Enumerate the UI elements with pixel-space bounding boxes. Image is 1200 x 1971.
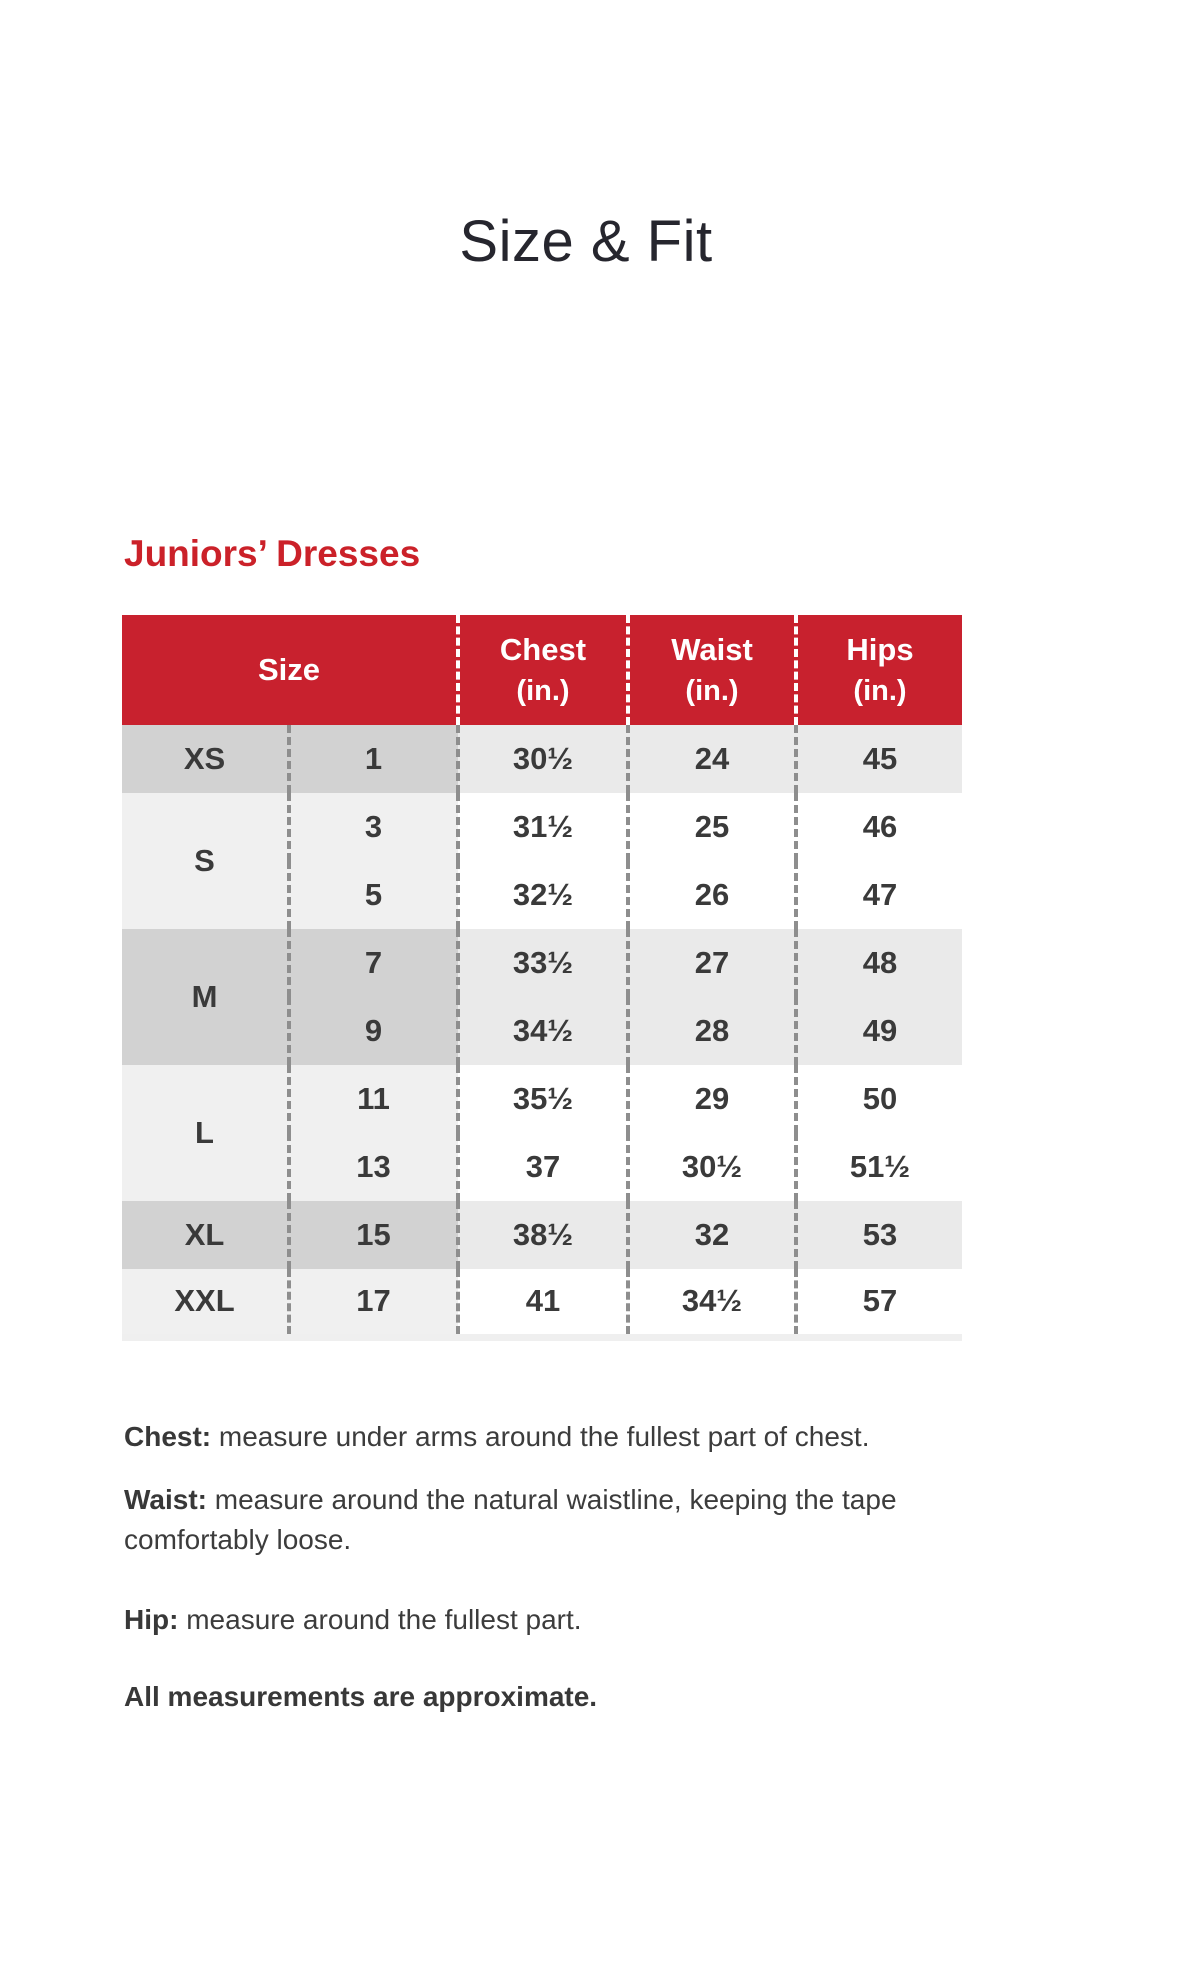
chest-cell: 35½ bbox=[458, 1065, 628, 1133]
size-number-cell: 11 bbox=[289, 1065, 458, 1133]
note-hip-label: Hip: bbox=[124, 1604, 179, 1636]
column-header-hips-unit: (in.) bbox=[853, 674, 907, 707]
hips-cell: 53 bbox=[796, 1201, 962, 1269]
waist-cell: 28 bbox=[628, 997, 796, 1065]
waist-cell: 30½ bbox=[628, 1133, 796, 1201]
size-number-cell: 17 bbox=[289, 1269, 458, 1337]
size-number-cell: 5 bbox=[289, 861, 458, 929]
waist-cell: 26 bbox=[628, 861, 796, 929]
size-number-cell: 3 bbox=[289, 793, 458, 861]
hips-cell: 57 bbox=[796, 1269, 962, 1337]
section-heading: Juniors’ Dresses bbox=[124, 533, 421, 574]
note-chest-label: Chest: bbox=[124, 1421, 212, 1452]
table-row-xl-15 bbox=[122, 1201, 962, 1269]
size-number-cell: 13 bbox=[289, 1133, 458, 1201]
note-hip bbox=[124, 1600, 1004, 1640]
chest-cell: 34½ bbox=[458, 997, 628, 1065]
chest-cell: 41 bbox=[458, 1269, 628, 1337]
note-chest bbox=[124, 1417, 1004, 1457]
hips-cell: 45 bbox=[796, 725, 962, 793]
size-number-cell: 9 bbox=[289, 997, 458, 1065]
chest-cell: 37 bbox=[458, 1133, 628, 1201]
column-header-chest-unit: (in.) bbox=[516, 674, 570, 707]
hips-cell: 51½ bbox=[796, 1133, 962, 1201]
page-title: Size & Fit bbox=[459, 209, 713, 274]
waist-cell: 34½ bbox=[628, 1269, 796, 1337]
table-row-m-7 bbox=[122, 929, 962, 997]
table-row-xs-1 bbox=[122, 725, 962, 793]
size-number-cell: 1 bbox=[289, 725, 458, 793]
size-letter-cell: XL bbox=[122, 1201, 289, 1269]
size-letter-cell: XS bbox=[122, 725, 289, 793]
column-header-hips bbox=[796, 615, 962, 725]
chest-cell: 30½ bbox=[458, 725, 628, 793]
hips-cell: 46 bbox=[796, 793, 962, 861]
column-header-waist bbox=[628, 615, 796, 725]
hips-cell: 47 bbox=[796, 861, 962, 929]
size-letter-cell: XXL bbox=[122, 1269, 289, 1337]
hips-cell: 49 bbox=[796, 997, 962, 1065]
note-waist-text: measure around the natural waistline, keeping the tape comfortably loose. bbox=[124, 1484, 897, 1556]
note-waist bbox=[124, 1480, 1004, 1560]
column-header-hips-label: Hips bbox=[846, 631, 914, 667]
column-header-size: Size bbox=[122, 615, 458, 725]
note-hip-text: measure around the fullest part. bbox=[186, 1604, 582, 1636]
table-row-l-11 bbox=[122, 1065, 962, 1133]
waist-cell: 29 bbox=[628, 1065, 796, 1133]
waist-cell: 25 bbox=[628, 793, 796, 861]
chest-cell: 33½ bbox=[458, 929, 628, 997]
hips-cell: 50 bbox=[796, 1065, 962, 1133]
size-number-cell: 15 bbox=[289, 1201, 458, 1269]
waist-cell: 24 bbox=[628, 725, 796, 793]
chest-cell: 31½ bbox=[458, 793, 628, 861]
note-chest-text: measure under arms around the fullest part of chest. bbox=[218, 1421, 870, 1452]
size-letter-cell: S bbox=[122, 793, 289, 929]
column-header-chest bbox=[458, 615, 628, 725]
waist-cell: 32 bbox=[628, 1201, 796, 1269]
size-chart-table bbox=[122, 615, 962, 1341]
chest-cell: 38½ bbox=[458, 1201, 628, 1269]
note-approximate: All measurements are approximate. bbox=[124, 1681, 598, 1713]
header-row bbox=[122, 615, 962, 725]
size-letter-cell: L bbox=[122, 1065, 289, 1201]
size-letter-cell: M bbox=[122, 929, 289, 1065]
column-header-chest-label: Chest bbox=[499, 631, 587, 667]
table-row-xxl-17 bbox=[122, 1269, 962, 1337]
hips-cell: 48 bbox=[796, 929, 962, 997]
chest-cell: 32½ bbox=[458, 861, 628, 929]
measurement-notes bbox=[124, 1417, 1004, 1740]
column-header-waist-unit: (in.) bbox=[685, 674, 739, 707]
table-row-s-3 bbox=[122, 793, 962, 861]
waist-cell: 27 bbox=[628, 929, 796, 997]
size-number-cell: 7 bbox=[289, 929, 458, 997]
column-header-waist-label: Waist bbox=[671, 631, 753, 667]
note-waist-label: Waist: bbox=[124, 1484, 207, 1516]
